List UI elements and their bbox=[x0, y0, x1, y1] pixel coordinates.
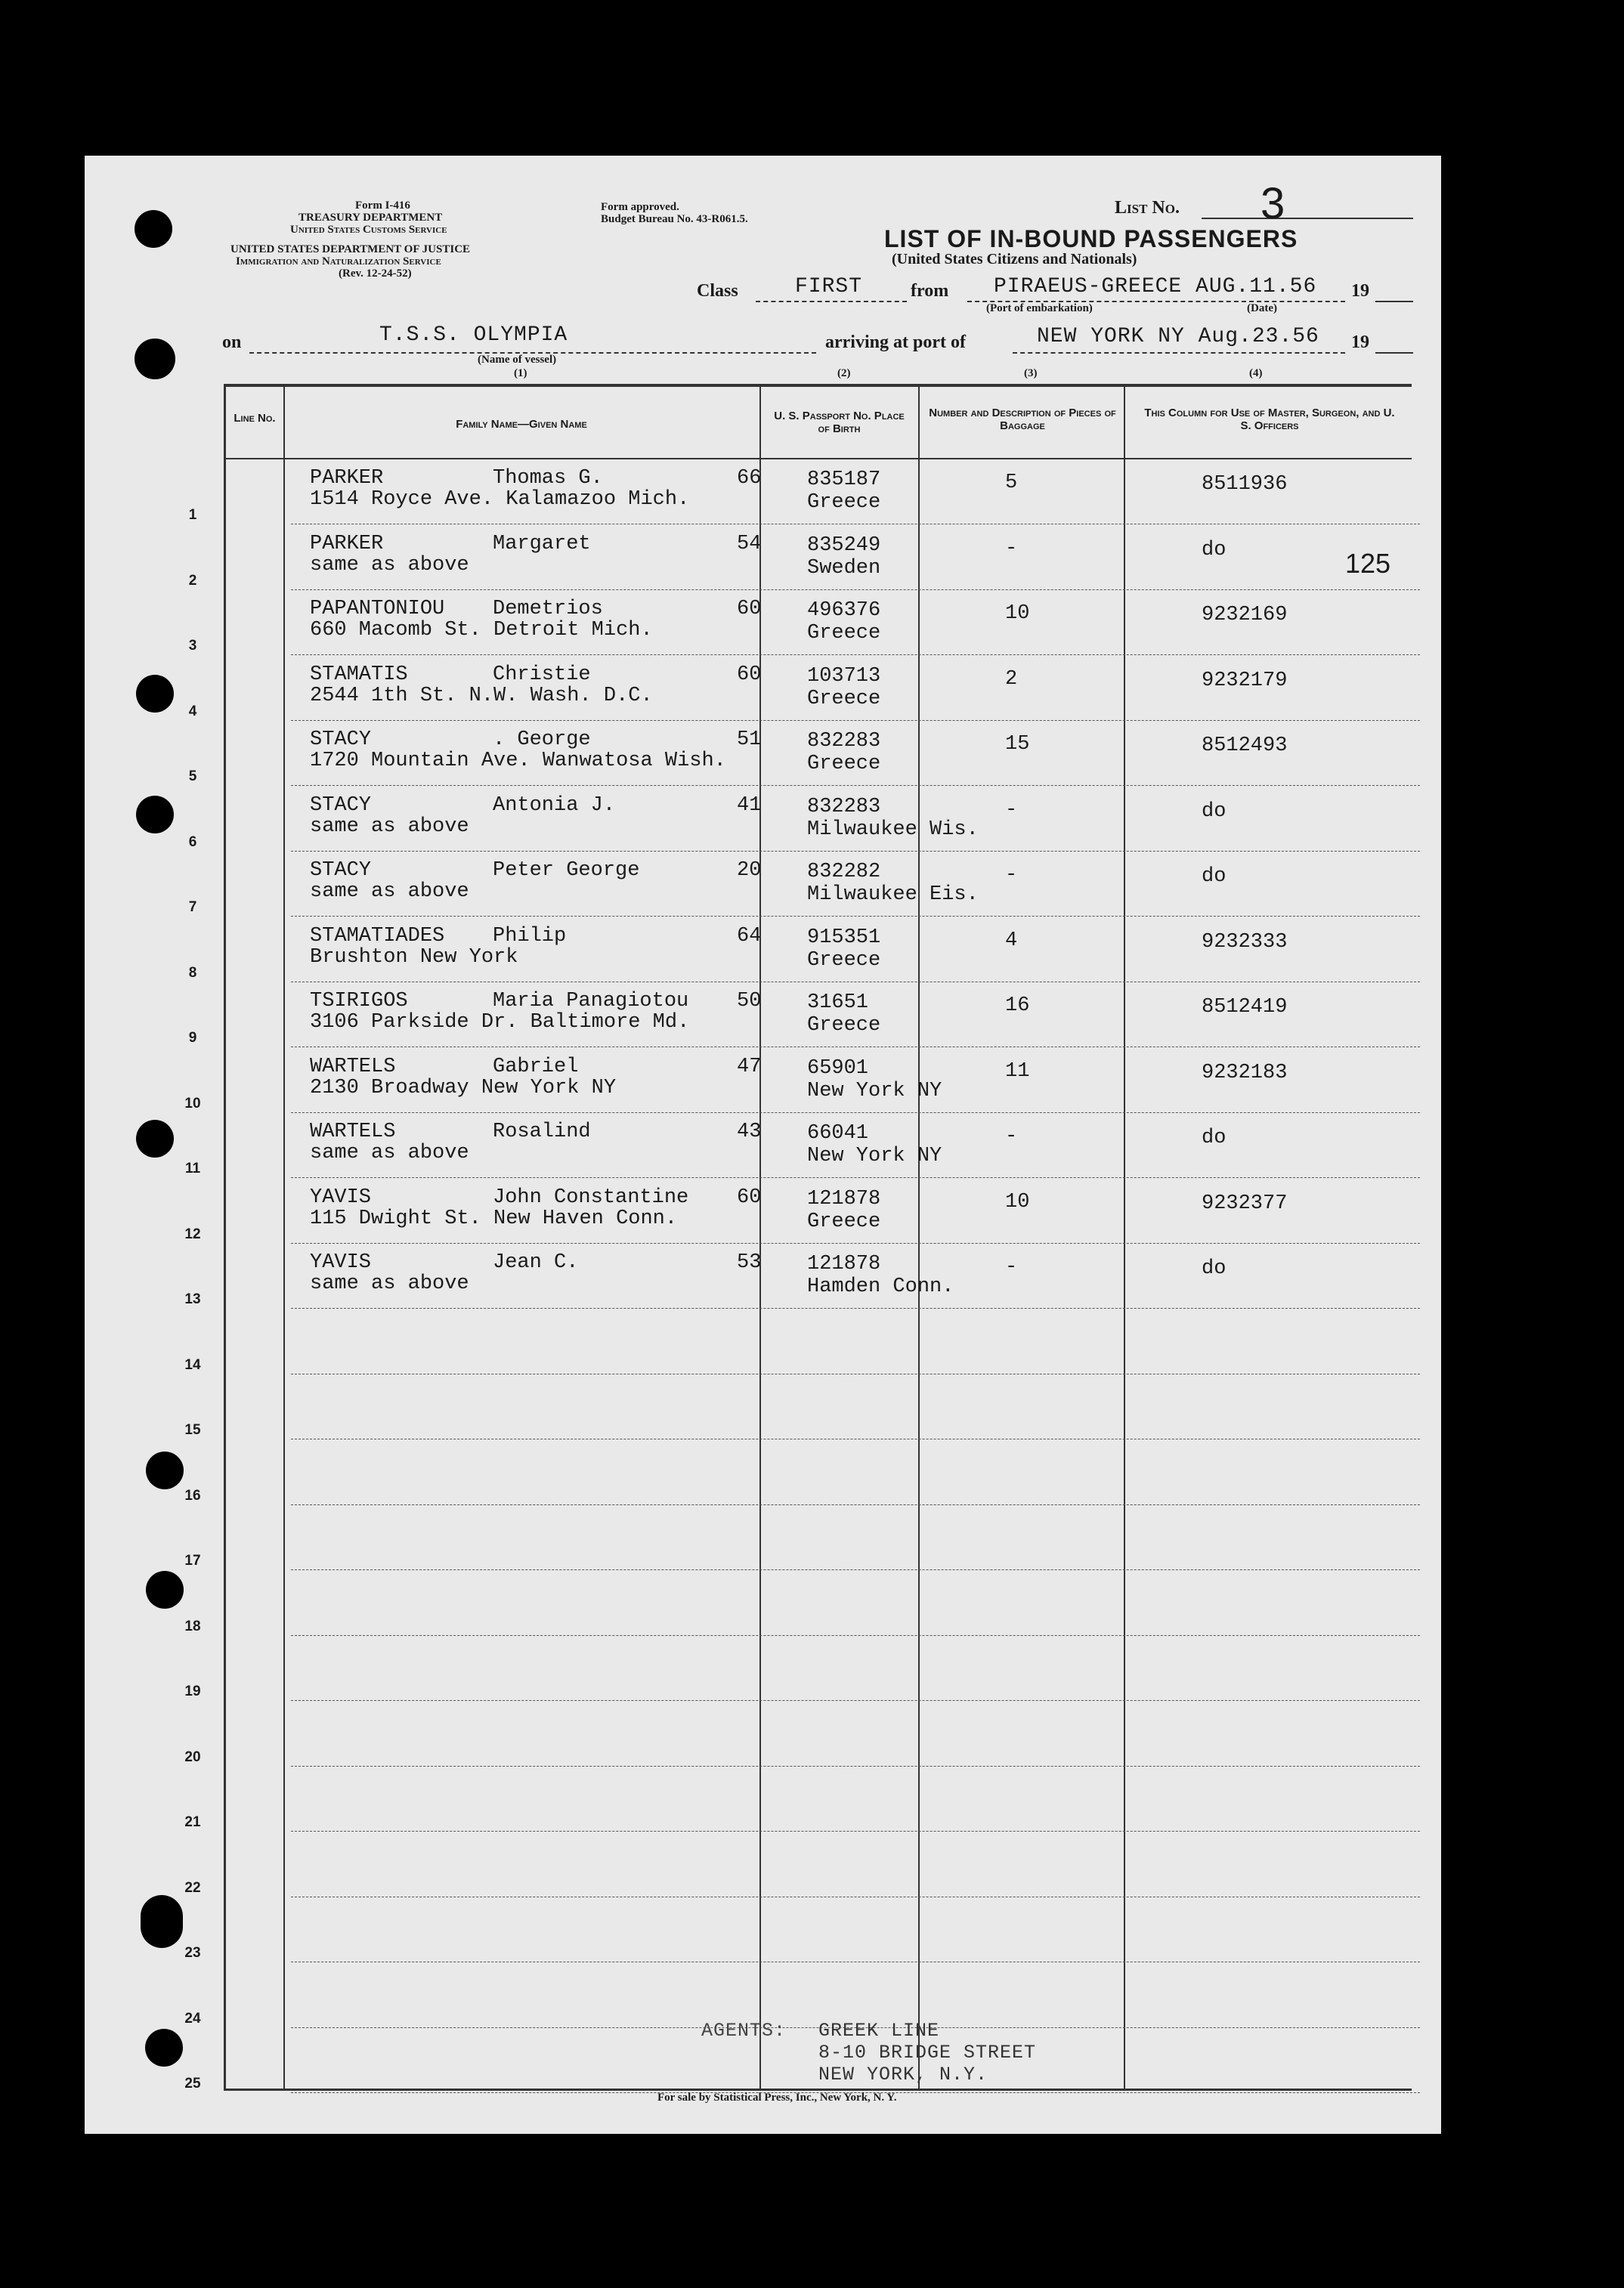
family-name: PARKER bbox=[310, 467, 384, 490]
line-number: 6 bbox=[188, 833, 197, 850]
passport-number: 832283 bbox=[807, 795, 881, 818]
place-of-birth: Milwaukee Wis. bbox=[807, 818, 979, 841]
officer-entry: 8512493 bbox=[1202, 734, 1288, 757]
officer-entry: 8511936 bbox=[1202, 473, 1288, 496]
age: 47 bbox=[737, 1055, 762, 1078]
given-name: Antonia J. bbox=[493, 793, 616, 817]
row-rule bbox=[291, 1177, 1420, 1178]
place-of-birth: Hamden Conn. bbox=[807, 1275, 954, 1298]
given-name: . George bbox=[493, 728, 591, 751]
date-caption: (Date) bbox=[1247, 302, 1277, 314]
caption-3: (3) bbox=[1024, 367, 1038, 379]
row-rule bbox=[291, 1831, 1420, 1832]
revision: (Rev. 12-24-52) bbox=[339, 267, 412, 280]
vessel-value: T.S.S. OLYMPIA bbox=[379, 323, 568, 347]
line-number: 8 bbox=[188, 964, 197, 981]
dept-treasury: TREASURY DEPARTMENT bbox=[299, 212, 443, 224]
line-number: 14 bbox=[184, 1356, 201, 1373]
age: 54 bbox=[737, 532, 762, 555]
side-note: 125 bbox=[1345, 548, 1391, 579]
age: 60 bbox=[737, 663, 762, 686]
given-name: Jean C. bbox=[493, 1251, 579, 1274]
row-rule bbox=[291, 1504, 1420, 1505]
family-name: PAPANTONIOU bbox=[310, 598, 445, 620]
row-rule bbox=[291, 1112, 1420, 1113]
family-name: STAMATIADES bbox=[310, 924, 445, 948]
table-top-rule bbox=[224, 384, 1412, 387]
arrival-value: NEW YORK NY Aug.23.56 bbox=[1037, 325, 1319, 348]
baggage-count: 11 bbox=[1005, 1059, 1030, 1083]
passport-number: 496376 bbox=[807, 599, 881, 622]
row-rule bbox=[291, 1308, 1420, 1309]
form-subtitle: (United States Citizens and Nationals) bbox=[892, 251, 1137, 267]
place-of-birth: Greece bbox=[807, 753, 881, 775]
vessel-caption: (Name of vessel) bbox=[478, 354, 557, 366]
baggage-count: 10 bbox=[1005, 602, 1030, 625]
line-number: 20 bbox=[184, 1748, 201, 1765]
list-no-value: 3 bbox=[1261, 179, 1285, 228]
officer-entry: do bbox=[1202, 799, 1227, 823]
address: 2544 1th St. N.W. Wash. D.C. bbox=[310, 684, 653, 707]
line-number: 21 bbox=[184, 1814, 201, 1830]
col-rule-baggage bbox=[918, 384, 920, 2089]
table-left-rule bbox=[224, 384, 226, 2089]
place-of-birth: Sweden bbox=[807, 556, 881, 580]
passport-number: 835187 bbox=[807, 468, 881, 491]
line-number: 19 bbox=[184, 1684, 201, 1699]
list-no-label: List No. bbox=[1115, 198, 1180, 218]
place-of-birth: Greece bbox=[807, 1210, 881, 1233]
form-approved: Form approved. bbox=[601, 201, 679, 213]
caption-2: (2) bbox=[837, 367, 851, 379]
passport-number: 31651 bbox=[807, 991, 869, 1014]
place-of-birth: New York NY bbox=[807, 1145, 942, 1167]
port-embark-caption: (Port of embarkation) bbox=[986, 302, 1093, 314]
baggage-count: - bbox=[1005, 536, 1018, 560]
family-name: WARTELS bbox=[310, 1055, 396, 1078]
line-number: 10 bbox=[184, 1095, 201, 1112]
row-rule bbox=[291, 654, 1420, 655]
agents-line-1: GREEK LINE bbox=[818, 2020, 940, 2042]
list-no-underline bbox=[1202, 218, 1413, 219]
address: same as above bbox=[310, 553, 469, 577]
baggage-count: 5 bbox=[1005, 472, 1018, 494]
place-of-birth: Greece bbox=[807, 622, 881, 645]
col-header-officers: This Column for Use of Master, Surgeon, and U. S. Officers bbox=[1144, 407, 1395, 432]
punch-hole bbox=[145, 2029, 183, 2067]
line-number: 12 bbox=[184, 1226, 201, 1242]
family-name: WARTELS bbox=[310, 1121, 396, 1143]
line-number: 22 bbox=[184, 1879, 201, 1896]
age: 20 bbox=[737, 859, 762, 882]
given-name: Gabriel bbox=[493, 1055, 579, 1078]
line-number: 7 bbox=[188, 899, 197, 915]
row-rule bbox=[291, 1635, 1420, 1636]
given-name: Maria Panagiotou bbox=[493, 990, 689, 1013]
punch-hole bbox=[135, 210, 172, 248]
row-rule bbox=[291, 851, 1420, 852]
passport-number: 835249 bbox=[807, 533, 881, 557]
address: same as above bbox=[310, 1142, 469, 1164]
family-name: TSIRIGOS bbox=[310, 990, 408, 1013]
baggage-count: - bbox=[1005, 1125, 1018, 1148]
line-number: 3 bbox=[188, 638, 197, 654]
punch-hole bbox=[136, 796, 174, 833]
address: 1720 Mountain Ave. Wanwatosa Wish. bbox=[310, 750, 726, 772]
arrival-underline bbox=[1013, 352, 1345, 354]
passport-number: 832283 bbox=[807, 730, 881, 753]
baggage-count: - bbox=[1005, 864, 1018, 886]
age: 41 bbox=[737, 793, 762, 817]
passport-number: 832282 bbox=[807, 861, 881, 883]
family-name: STAMATIS bbox=[310, 663, 408, 686]
punch-hole bbox=[141, 1895, 183, 1948]
col-rule-officers bbox=[1124, 384, 1125, 2089]
dept-customs: United States Customs Service bbox=[290, 224, 447, 236]
age: 53 bbox=[737, 1251, 762, 1274]
row-rule bbox=[291, 785, 1420, 786]
officer-entry: do bbox=[1202, 865, 1227, 888]
line-number: 13 bbox=[184, 1291, 201, 1307]
given-name: Demetrios bbox=[493, 598, 603, 620]
passport-number: 103713 bbox=[807, 664, 881, 688]
officer-entry: do bbox=[1202, 1257, 1227, 1280]
year-underline-a bbox=[1375, 301, 1413, 302]
row-rule bbox=[291, 589, 1420, 590]
line-number: 15 bbox=[184, 1422, 201, 1438]
col-header-passport: U. S. Passport No. Place of Birth bbox=[774, 410, 905, 435]
line-number: 5 bbox=[188, 768, 197, 784]
family-name: STACY bbox=[310, 859, 372, 882]
col-rule-name bbox=[283, 384, 285, 2089]
family-name: PARKER bbox=[310, 532, 384, 555]
place-of-birth: Milwaukee Eis. bbox=[807, 883, 979, 906]
row-rule bbox=[291, 720, 1420, 721]
passport-number: 121878 bbox=[807, 1187, 881, 1210]
family-name: STACY bbox=[310, 793, 372, 817]
year-19-b: 19 bbox=[1351, 332, 1369, 352]
baggage-count: 10 bbox=[1005, 1190, 1030, 1214]
officer-entry: 9232377 bbox=[1202, 1192, 1288, 1215]
form-page bbox=[85, 156, 1441, 2134]
given-name: Peter George bbox=[493, 859, 640, 882]
officer-entry: do bbox=[1202, 538, 1227, 561]
given-name: Philip bbox=[493, 924, 567, 948]
officer-entry: 9232183 bbox=[1202, 1061, 1288, 1084]
caption-1: (1) bbox=[514, 367, 527, 379]
caption-4: (4) bbox=[1249, 367, 1263, 379]
address: 3106 Parkside Dr. Baltimore Md. bbox=[310, 1011, 690, 1034]
given-name: Margaret bbox=[493, 532, 591, 555]
dept-justice: UNITED STATES DEPARTMENT OF JUSTICE bbox=[230, 243, 471, 255]
address: 1514 Royce Ave. Kalamazoo Mich. bbox=[310, 488, 690, 511]
baggage-count: - bbox=[1005, 1256, 1018, 1278]
row-rule bbox=[291, 1243, 1420, 1244]
given-name: Christie bbox=[493, 663, 591, 686]
age: 51 bbox=[737, 728, 762, 751]
table-header-rule bbox=[224, 458, 1412, 459]
dept-immigration: Immigration and Naturalization Service bbox=[236, 255, 441, 267]
line-number: 17 bbox=[184, 1553, 201, 1569]
agents-label: AGENTS: bbox=[701, 2020, 787, 2042]
address: same as above bbox=[310, 1272, 469, 1295]
form-number: Form I-416 bbox=[355, 199, 410, 212]
punch-hole bbox=[146, 1571, 184, 1609]
passport-number: 66041 bbox=[807, 1122, 869, 1145]
given-name: John Constantine bbox=[493, 1186, 689, 1209]
officer-entry: do bbox=[1202, 1127, 1227, 1149]
col-header-baggage: Number and Description of Pieces of Baggage bbox=[929, 407, 1116, 432]
officer-entry: 9232169 bbox=[1202, 604, 1288, 626]
line-number: 11 bbox=[184, 1161, 201, 1176]
age: 66 bbox=[737, 467, 762, 490]
row-rule bbox=[291, 1569, 1420, 1570]
place-of-birth: New York NY bbox=[807, 1079, 942, 1102]
officer-entry: 9232333 bbox=[1202, 930, 1288, 954]
budget-bureau: Budget Bureau No. 43-R061.5. bbox=[601, 213, 748, 225]
col-header-line: Line No. bbox=[234, 412, 276, 425]
from-value: PIRAEUS-GREECE AUG.11.56 bbox=[994, 275, 1317, 298]
baggage-count: 4 bbox=[1005, 929, 1018, 952]
class-underline bbox=[756, 301, 907, 302]
given-name: Thomas G. bbox=[493, 467, 603, 490]
place-of-birth: Greece bbox=[807, 687, 881, 710]
line-number: 4 bbox=[188, 703, 197, 719]
punch-hole bbox=[146, 1452, 184, 1489]
class-value: FIRST bbox=[795, 275, 863, 298]
officer-entry: 8512419 bbox=[1202, 996, 1288, 1019]
row-rule bbox=[291, 1766, 1420, 1767]
age: 64 bbox=[737, 924, 762, 948]
line-number: 18 bbox=[184, 1618, 201, 1634]
age: 43 bbox=[737, 1121, 762, 1143]
address: same as above bbox=[310, 815, 469, 838]
col-header-name: Family Name—Given Name bbox=[456, 418, 587, 431]
family-name: YAVIS bbox=[310, 1186, 372, 1209]
place-of-birth: Greece bbox=[807, 1014, 881, 1037]
passport-number: 121878 bbox=[807, 1253, 881, 1275]
line-number: 1 bbox=[188, 507, 197, 523]
from-label: from bbox=[911, 281, 949, 301]
passport-number: 915351 bbox=[807, 926, 881, 949]
baggage-count: 15 bbox=[1005, 733, 1030, 756]
baggage-count: 2 bbox=[1005, 667, 1018, 691]
arriving-label: arriving at port of bbox=[825, 332, 966, 352]
age: 60 bbox=[737, 598, 762, 620]
line-number: 9 bbox=[188, 1030, 197, 1046]
agents-line-2: 8-10 BRIDGE STREET bbox=[818, 2042, 1037, 2064]
passport-number: 65901 bbox=[807, 1056, 869, 1080]
table-bottom-rule bbox=[224, 2089, 1412, 2091]
officer-entry: 9232179 bbox=[1202, 669, 1288, 692]
address: 2130 Broadway New York NY bbox=[310, 1076, 617, 1099]
address: 660 Macomb St. Detroit Mich. bbox=[310, 619, 653, 642]
family-name: YAVIS bbox=[310, 1251, 372, 1274]
footer-note: For sale by Statistical Press, Inc., New York, N. Y. bbox=[657, 2092, 897, 2104]
year-19-a: 19 bbox=[1351, 281, 1369, 301]
address: same as above bbox=[310, 880, 469, 903]
row-rule bbox=[291, 1700, 1420, 1701]
form-title: LIST OF IN-BOUND PASSENGERS bbox=[884, 225, 1298, 252]
year-underline-b bbox=[1375, 352, 1413, 354]
address: Brushton New York bbox=[310, 945, 518, 969]
line-number: 24 bbox=[184, 2010, 201, 2027]
place-of-birth: Greece bbox=[807, 491, 881, 514]
given-name: Rosalind bbox=[493, 1121, 591, 1143]
line-number: 23 bbox=[184, 1945, 201, 1961]
age: 60 bbox=[737, 1186, 762, 1209]
punch-hole bbox=[136, 1120, 174, 1158]
baggage-count: 16 bbox=[1005, 994, 1030, 1017]
line-number: 16 bbox=[184, 1487, 201, 1504]
address: 115 Dwight St. New Haven Conn. bbox=[310, 1207, 678, 1230]
place-of-birth: Greece bbox=[807, 948, 881, 972]
family-name: STACY bbox=[310, 728, 372, 751]
line-number: 2 bbox=[188, 572, 197, 589]
col-rule-passport bbox=[759, 384, 761, 2089]
class-label: Class bbox=[697, 281, 738, 301]
punch-hole bbox=[135, 339, 175, 379]
agents-line-3: NEW YORK, N.Y. bbox=[818, 2064, 988, 2085]
age: 50 bbox=[737, 990, 762, 1013]
row-rule bbox=[291, 916, 1420, 917]
line-number: 25 bbox=[184, 2076, 201, 2092]
baggage-count: - bbox=[1005, 798, 1018, 821]
on-label: on bbox=[222, 332, 242, 352]
